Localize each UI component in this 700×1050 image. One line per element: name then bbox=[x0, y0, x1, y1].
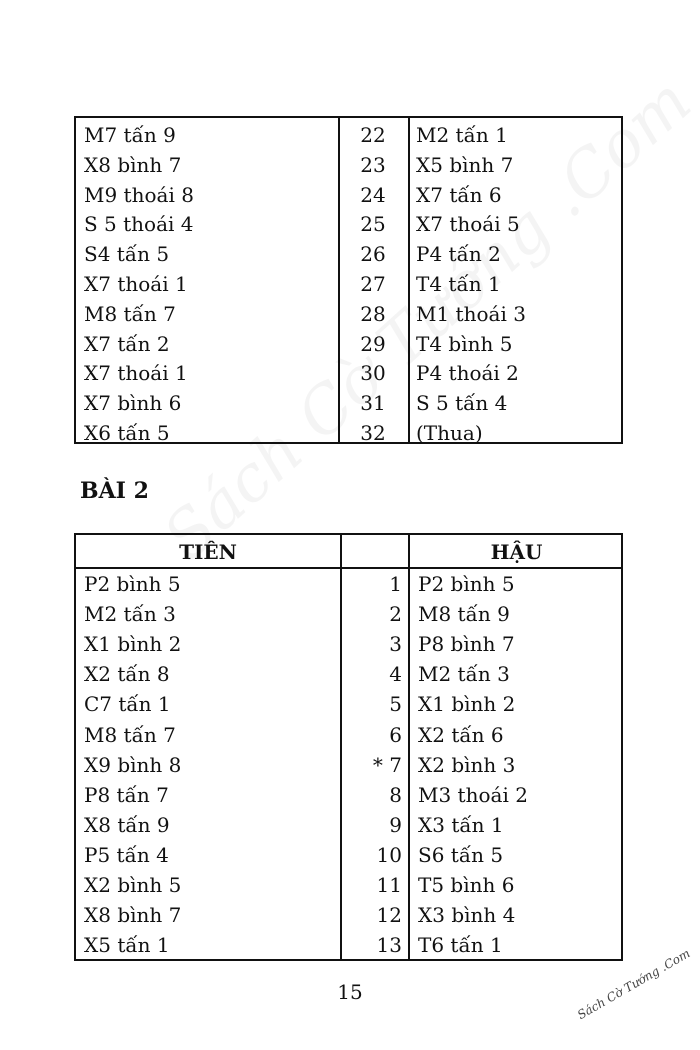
table-row bbox=[76, 930, 621, 960]
move-tien: P5 tấn 4 bbox=[84, 842, 169, 867]
section-title: BÀI 2 bbox=[80, 478, 149, 504]
move-tien: X8 bình 7 bbox=[84, 903, 182, 928]
move-tien: X5 tấn 1 bbox=[84, 933, 170, 958]
table-row bbox=[76, 388, 621, 418]
move-number: 22 bbox=[360, 123, 386, 147]
move-tien: X8 tấn 9 bbox=[84, 812, 170, 837]
move-tien: P2 bình 5 bbox=[84, 572, 181, 596]
move-tien: M8 tấn 7 bbox=[84, 301, 176, 326]
move-hau: X1 bình 2 bbox=[418, 692, 516, 717]
move-hau: T5 bình 6 bbox=[418, 873, 515, 897]
move-hau: (Thua) bbox=[416, 421, 483, 445]
move-number: 5 bbox=[389, 692, 402, 717]
table-row bbox=[76, 629, 621, 659]
move-tien: M8 tấn 7 bbox=[84, 722, 176, 747]
moves-table-2 bbox=[74, 533, 623, 961]
table-row bbox=[76, 358, 621, 388]
move-hau: M2 tấn 3 bbox=[418, 662, 510, 687]
move-tien: X2 tấn 8 bbox=[84, 662, 170, 687]
move-hau: T4 bình 5 bbox=[416, 331, 513, 356]
move-hau: X7 tấn 6 bbox=[416, 182, 502, 207]
table-row bbox=[76, 689, 621, 719]
move-hau: S 5 tấn 4 bbox=[416, 391, 508, 416]
move-number: 4 bbox=[389, 662, 402, 687]
table-row bbox=[76, 180, 621, 210]
table-row bbox=[76, 810, 621, 840]
move-tien: X6 tấn 5 bbox=[84, 421, 170, 445]
move-hau: X3 bình 4 bbox=[418, 903, 516, 928]
move-tien: X9 bình 8 bbox=[84, 752, 182, 777]
table-row bbox=[76, 269, 621, 299]
moves-table-1 bbox=[74, 116, 623, 444]
move-number: 8 bbox=[389, 782, 402, 807]
move-tien: X1 bình 2 bbox=[84, 632, 182, 657]
page-number: 15 bbox=[337, 980, 363, 1004]
move-hau: X5 bình 7 bbox=[416, 152, 514, 177]
move-number: 24 bbox=[360, 182, 386, 207]
table-row bbox=[76, 329, 621, 359]
move-tien: X2 bình 5 bbox=[84, 873, 182, 897]
table-row bbox=[76, 720, 621, 750]
move-number: 29 bbox=[360, 331, 386, 356]
table-row bbox=[76, 870, 621, 900]
move-tien: X7 tấn 2 bbox=[84, 331, 170, 356]
move-tien: M9 thoái 8 bbox=[84, 182, 194, 207]
move-hau: M8 tấn 9 bbox=[418, 602, 510, 627]
move-number: 23 bbox=[360, 152, 386, 177]
table-row bbox=[76, 599, 621, 629]
table-row bbox=[76, 780, 621, 810]
move-hau: P8 bình 7 bbox=[418, 632, 515, 657]
table-row bbox=[76, 239, 621, 269]
move-hau: M2 tấn 1 bbox=[416, 123, 508, 147]
table-row bbox=[76, 569, 621, 599]
move-tien: C7 tấn 1 bbox=[84, 692, 171, 717]
move-tien: M2 tấn 3 bbox=[84, 602, 176, 627]
table-row bbox=[76, 840, 621, 870]
move-number: 31 bbox=[360, 391, 386, 416]
move-hau: T6 tấn 1 bbox=[418, 933, 503, 958]
header-tien: TIÊN bbox=[179, 540, 237, 564]
move-hau: S6 tấn 5 bbox=[418, 842, 504, 867]
table-row bbox=[76, 209, 621, 239]
move-tien: X7 bình 6 bbox=[84, 391, 182, 416]
move-number: 6 bbox=[389, 722, 402, 747]
move-number: 28 bbox=[360, 301, 386, 326]
move-number: 30 bbox=[360, 361, 386, 386]
move-hau: X2 tấn 6 bbox=[418, 722, 504, 747]
move-number: 26 bbox=[360, 242, 386, 267]
table-row bbox=[76, 659, 621, 689]
move-hau: T4 tấn 1 bbox=[416, 272, 501, 296]
move-hau: P2 bình 5 bbox=[418, 572, 515, 596]
move-hau: P4 thoái 2 bbox=[416, 361, 519, 386]
move-hau: X7 thoái 5 bbox=[416, 212, 520, 237]
move-hau: M3 thoái 2 bbox=[418, 782, 528, 807]
move-number: 2 bbox=[389, 602, 402, 627]
move-tien: S 5 thoái 4 bbox=[84, 212, 194, 237]
move-tien: S4 tấn 5 bbox=[84, 242, 170, 267]
move-number: 32 bbox=[360, 421, 386, 445]
move-tien: M7 tấn 9 bbox=[84, 123, 176, 147]
move-hau: X3 tấn 1 bbox=[418, 812, 504, 837]
move-number: 13 bbox=[376, 933, 402, 958]
table-row bbox=[76, 900, 621, 930]
move-number: 9 bbox=[389, 812, 402, 837]
header-hau: HẬU bbox=[490, 540, 543, 564]
table-row bbox=[76, 750, 621, 780]
move-number: 12 bbox=[376, 903, 402, 928]
move-tien: P8 tấn 7 bbox=[84, 782, 169, 807]
move-tien: X7 thoái 1 bbox=[84, 361, 188, 386]
move-hau: X2 bình 3 bbox=[418, 752, 516, 777]
move-tien: X7 thoái 1 bbox=[84, 272, 188, 296]
move-number: * 7 bbox=[372, 752, 402, 777]
move-number: 11 bbox=[376, 873, 402, 897]
table-row bbox=[76, 150, 621, 180]
table-row bbox=[76, 299, 621, 329]
corner-stamp: Sách Cờ Tướng .Com bbox=[575, 946, 693, 1023]
move-number: 1 bbox=[389, 572, 402, 596]
move-hau: P4 tấn 2 bbox=[416, 242, 501, 267]
move-hau: M1 thoái 3 bbox=[416, 301, 526, 326]
move-number: 27 bbox=[360, 272, 386, 296]
move-number: 25 bbox=[360, 212, 386, 237]
move-number: 3 bbox=[389, 632, 402, 657]
move-tien: X8 bình 7 bbox=[84, 152, 182, 177]
table-row bbox=[76, 120, 621, 150]
move-number: 10 bbox=[376, 842, 402, 867]
table-row bbox=[76, 418, 621, 448]
